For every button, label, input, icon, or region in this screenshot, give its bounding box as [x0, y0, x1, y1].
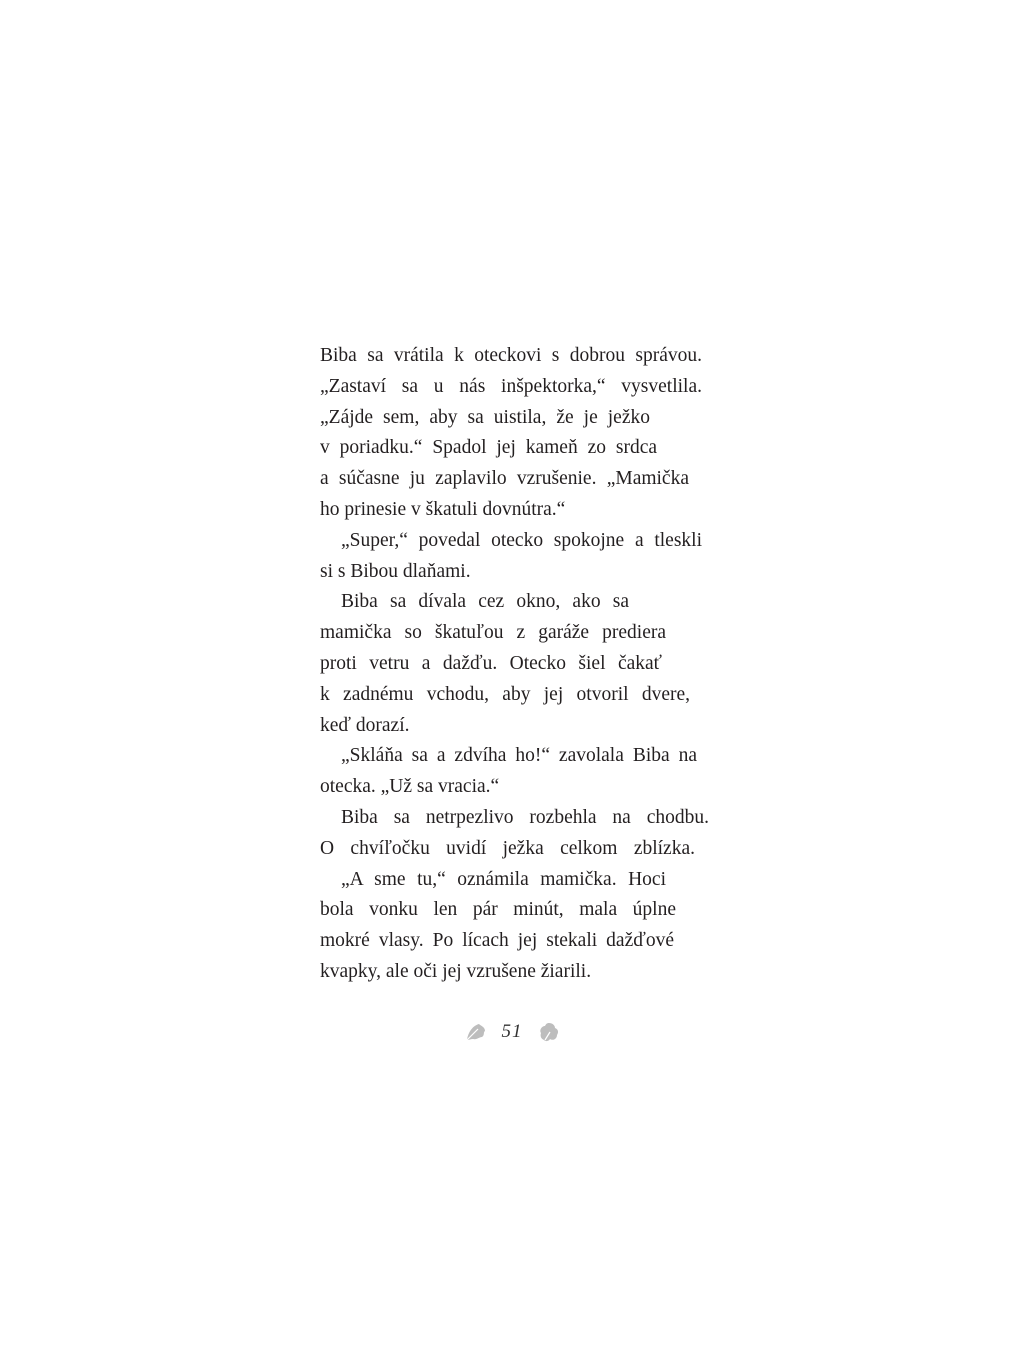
- text-line: Biba sa dívala cez okno, ako sa: [341, 591, 629, 613]
- text-line: si s Bibou dlaňami.: [320, 560, 471, 582]
- page-footer: [0, 1012, 1024, 1052]
- text-line: a súčasne ju zaplavilo vzrušenie. „Mamička: [320, 468, 689, 490]
- text-line: keď dorazí.: [320, 714, 410, 736]
- text-line: ho prinesie v škatuli dovnútra.“: [320, 498, 566, 520]
- text-line: mokré vlasy. Po lícach jej stekali dažďové: [320, 930, 674, 952]
- text-line: proti vetru a dažďu. Otecko šiel čakať: [320, 652, 662, 674]
- text-line: v poriadku.“ Spadol jej kameň zo srdca: [320, 437, 657, 459]
- leaf-icon: [464, 1020, 488, 1044]
- text-line: „Skláňa sa a zdvíha ho!“ zavolala Biba na: [341, 745, 697, 767]
- text-line: kvapky, ale oči jej vzrušene žiarili.: [320, 960, 592, 982]
- text-line: „Zájde sem, aby sa uistila, že je ježko: [320, 406, 650, 428]
- text-line: bola vonku len pár minút, mala úplne: [320, 899, 676, 921]
- text-line: Biba sa vrátila k oteckovi s dobrou správou.: [320, 345, 702, 366]
- text-line: otecka. „Už sa vracia.“: [320, 776, 500, 798]
- text-line: „A sme tu,“ oznámila mamička. Hoci: [341, 868, 666, 890]
- text-line: „Super,“ povedal otecko spokojne a tleskli: [341, 529, 702, 551]
- text-line: „Zastaví sa u nás inšpektorka,“ vysvetlila.: [320, 375, 702, 397]
- text-line: Biba sa netrpezlivo rozbehla na chodbu.: [341, 806, 709, 828]
- leaf-icon: [537, 1020, 561, 1044]
- page-number: 51: [501, 1021, 523, 1042]
- body-text: [320, 341, 709, 988]
- text-line: O chvíľočku uvidí ježka celkom zblízka.: [320, 837, 695, 859]
- text-line: mamička so škatuľou z garáže prediera: [320, 622, 666, 644]
- text-line: k zadnému vchodu, aby jej otvoril dvere,: [320, 683, 690, 705]
